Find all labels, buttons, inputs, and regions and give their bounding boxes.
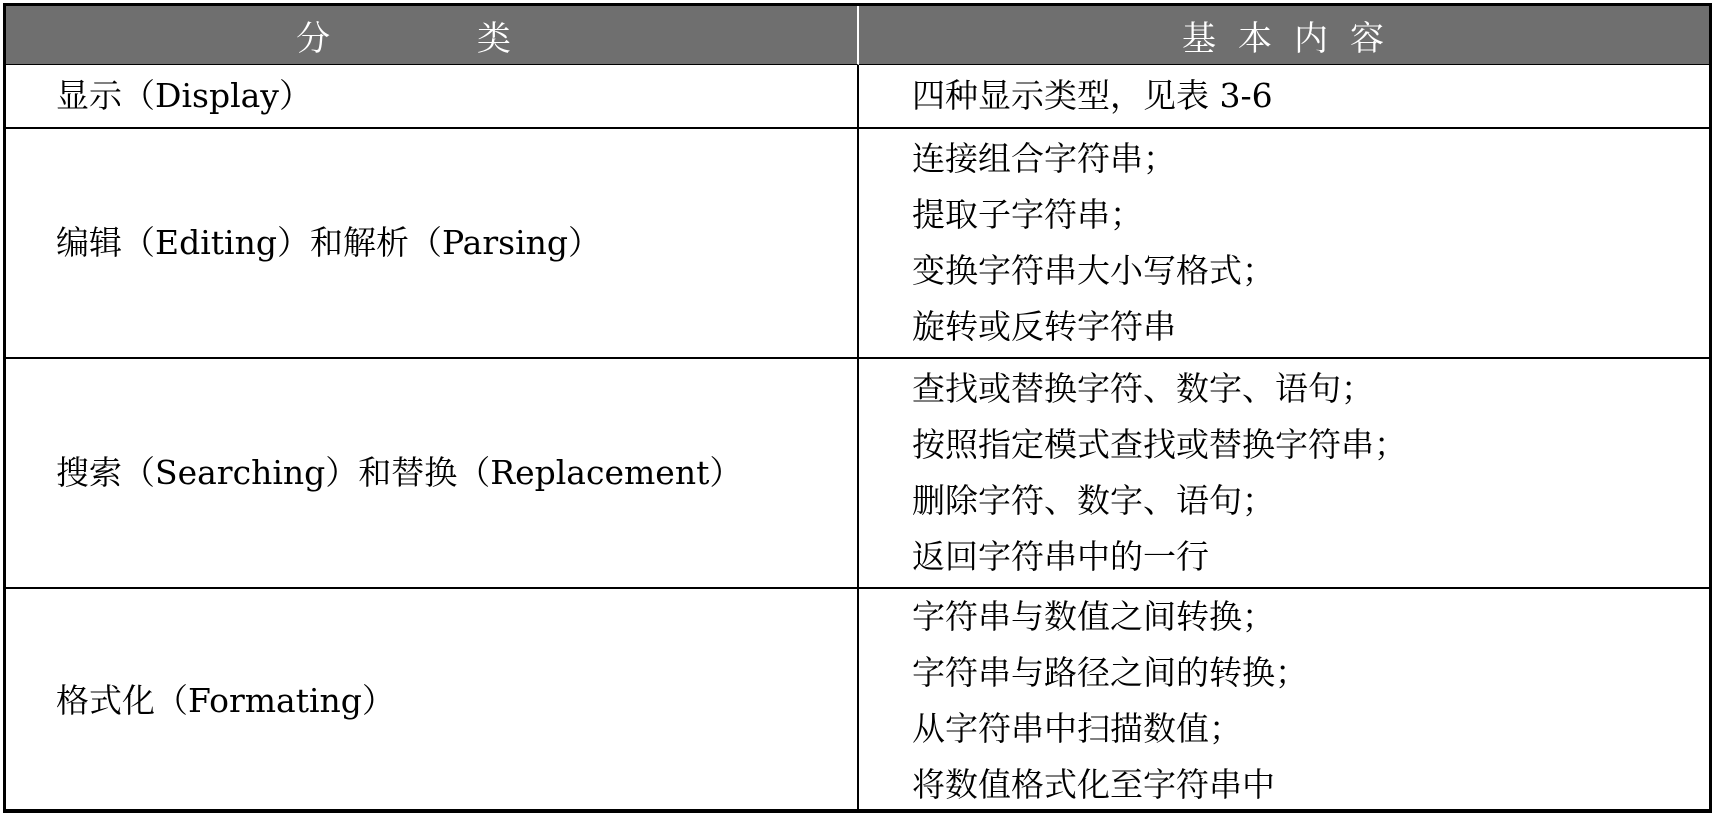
- content-line: 四种显示类型，见表 3-6: [912, 76, 1273, 115]
- content-line: 提取子字符串；: [912, 195, 1143, 234]
- content-line: 查找或替换字符、数字、语句；: [912, 369, 1374, 408]
- category-label: 编辑（Editing）和解析（Parsing）: [56, 223, 601, 262]
- table-grid: [6, 6, 1709, 809]
- content-line: 字符串与路径之间的转换；: [912, 653, 1308, 692]
- table-row-content: [859, 65, 1709, 127]
- header-category: 分 类: [6, 6, 859, 65]
- table-row-category: [6, 587, 859, 813]
- content-line: 删除字符、数字、语句；: [912, 481, 1275, 520]
- table-row-content: [859, 357, 1709, 587]
- table-row-category: [6, 65, 859, 127]
- table-row-category: [6, 127, 859, 357]
- string-function-table: [3, 3, 1712, 813]
- table-row-content: [859, 587, 1709, 813]
- content-line: 将数值格式化至字符串中: [912, 765, 1275, 804]
- category-label: 搜索（Searching）和替换（Replacement）: [56, 453, 743, 492]
- table-row-content: [859, 127, 1709, 357]
- content-line: 返回字符串中的一行: [912, 537, 1209, 576]
- category-label: 格式化（Formating）: [56, 681, 395, 720]
- content-line: 字符串与数值之间转换；: [912, 597, 1275, 636]
- content-line: 从字符串中扫描数值；: [912, 709, 1242, 748]
- category-label: 显示（Display）: [56, 76, 312, 115]
- content-line: 变换字符串大小写格式；: [912, 251, 1275, 290]
- table-row-category: [6, 357, 859, 587]
- content-line: 连接组合字符串；: [912, 139, 1176, 178]
- content-line: 旋转或反转字符串: [912, 307, 1176, 346]
- content-line: 按照指定模式查找或替换字符串；: [912, 425, 1407, 464]
- header-content: 基本内容: [859, 6, 1709, 65]
